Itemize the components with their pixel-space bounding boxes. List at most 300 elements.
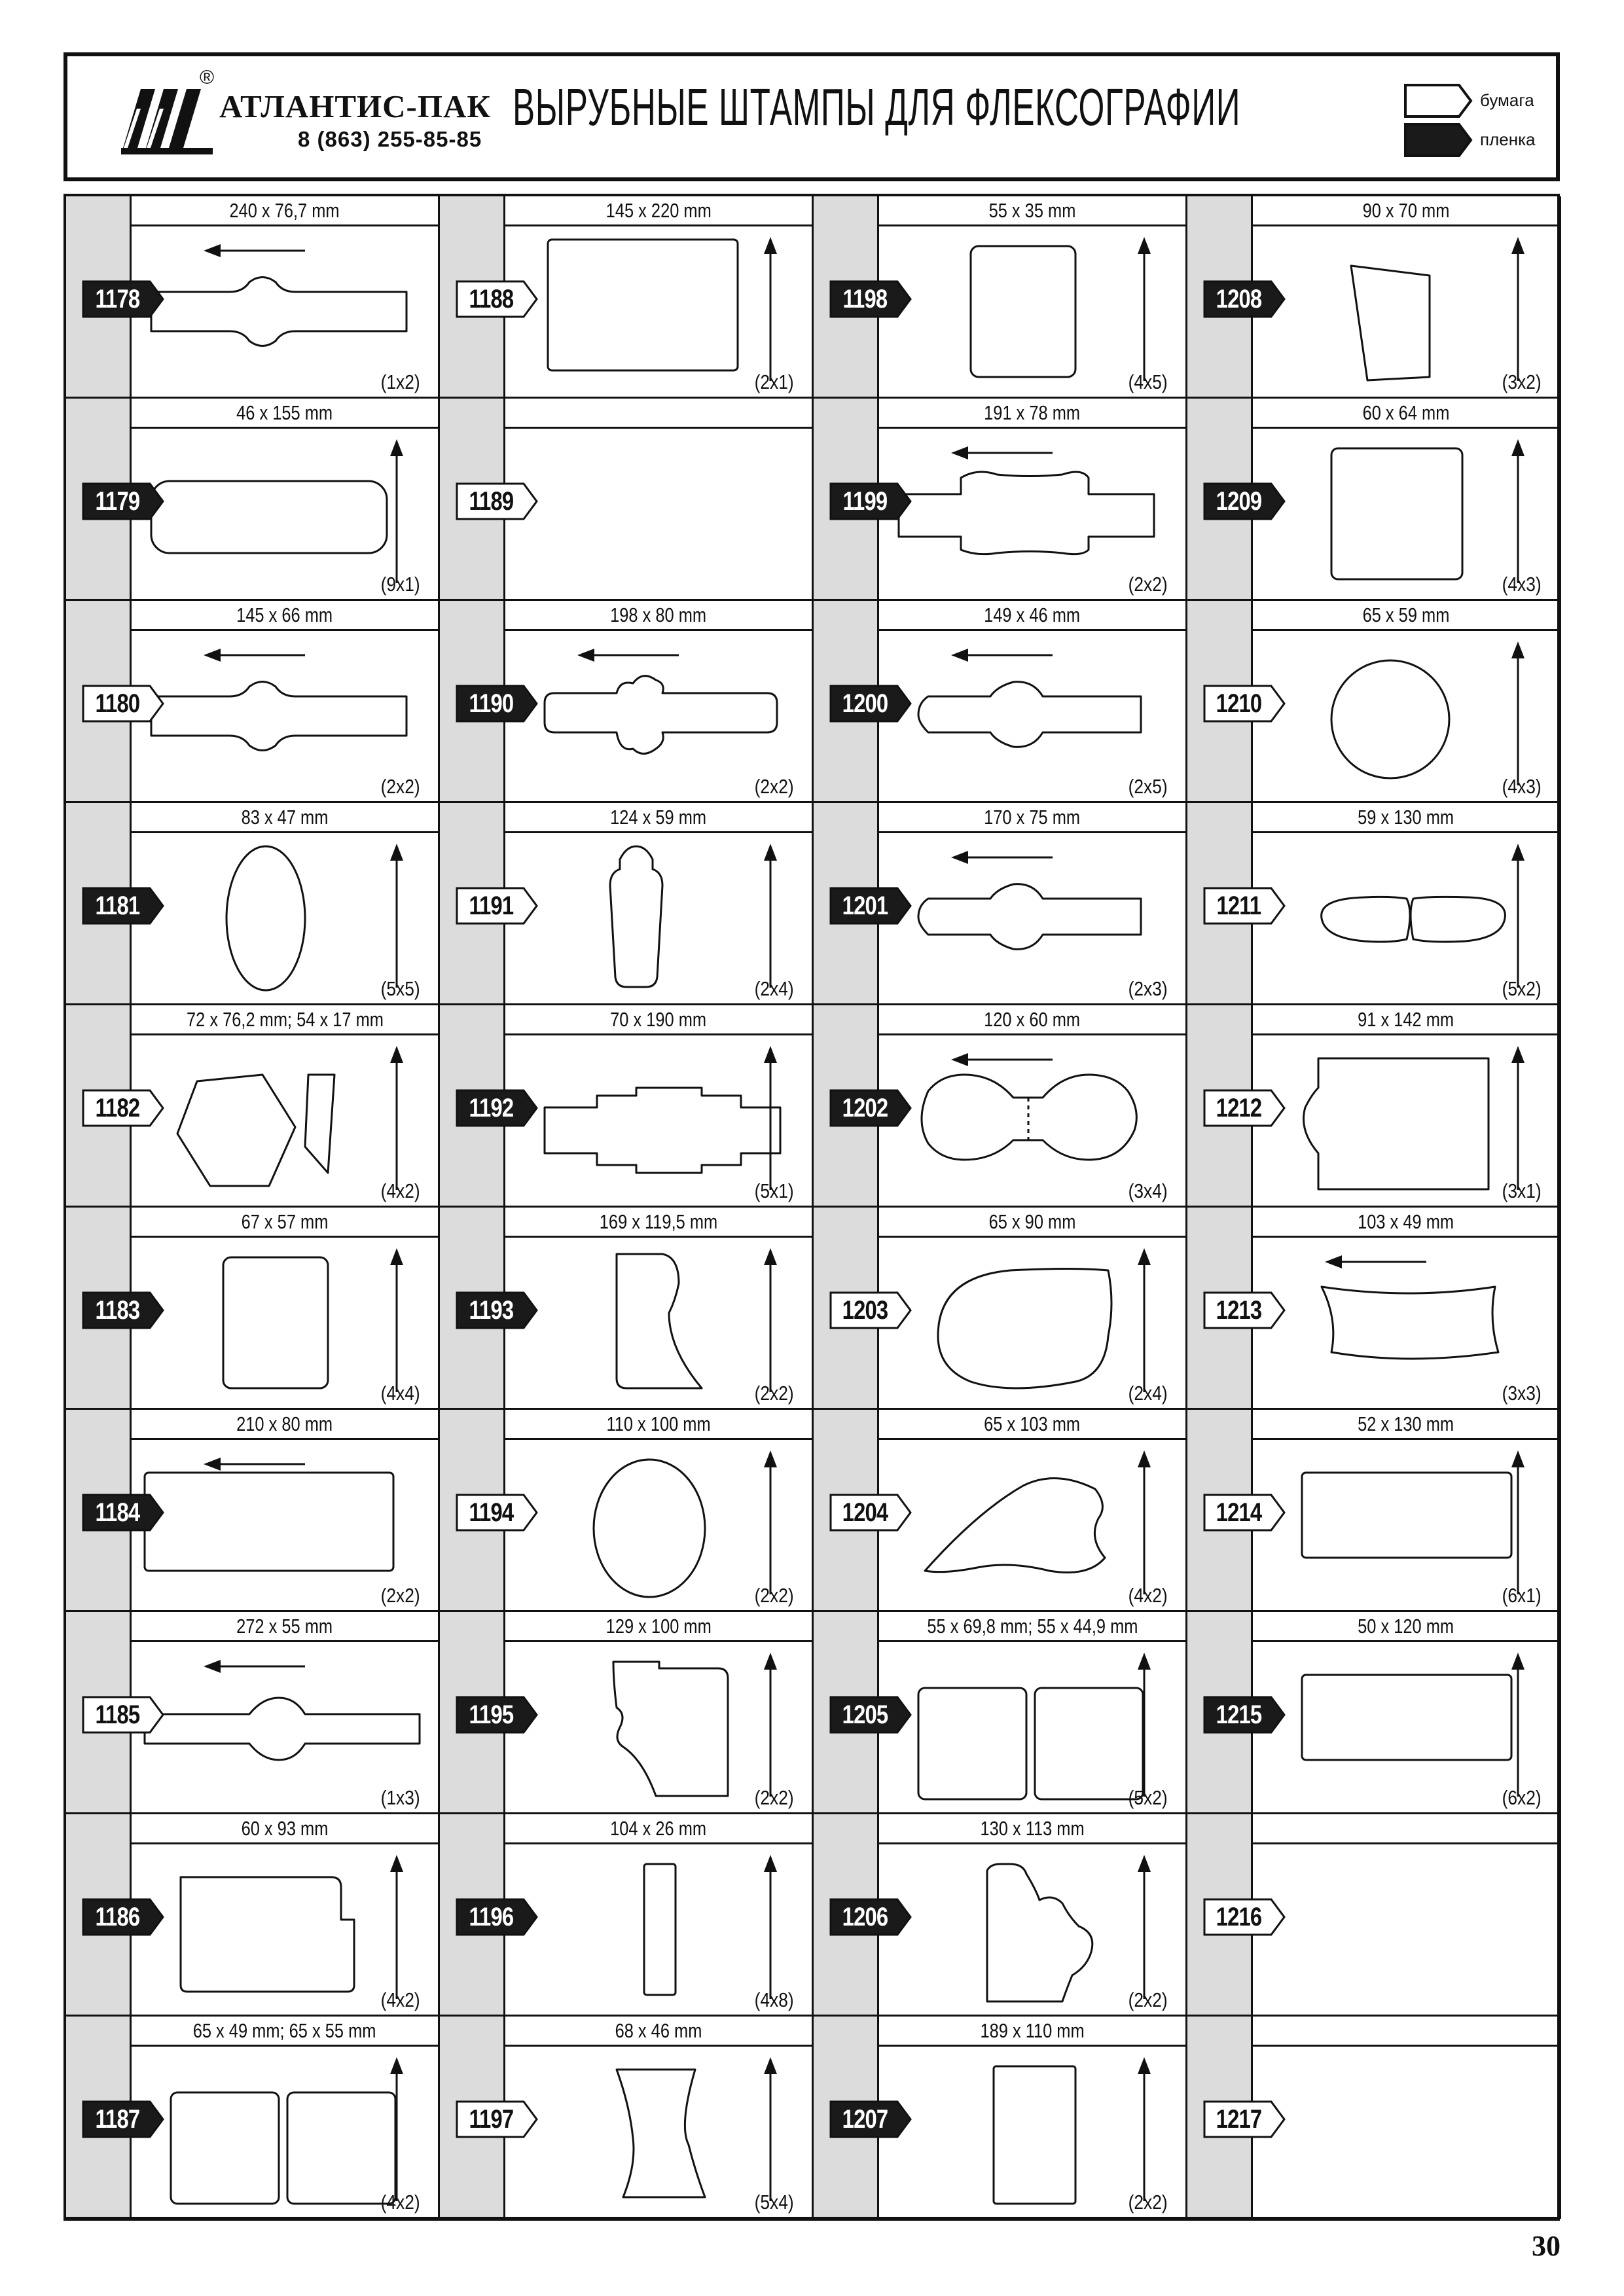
- die-number: 1215: [1216, 1700, 1261, 1729]
- die-layout-count: [748, 978, 794, 999]
- direction-left-arrow-icon: [1325, 1252, 1430, 1275]
- die-number: 1196: [469, 1903, 513, 1931]
- die-size-text: 169 x 119,5 mm: [599, 1210, 718, 1233]
- die-number: 1179: [95, 487, 139, 516]
- legend-badges: [1403, 81, 1475, 163]
- die-layout-count-text: (2x5): [1128, 775, 1168, 798]
- die-layout-count: [1121, 574, 1168, 594]
- die-cell: [814, 1005, 1187, 1208]
- die-layout-count: [374, 978, 420, 999]
- die-layout-count-text: (4x4): [380, 1382, 420, 1405]
- die-cell: [814, 1410, 1187, 1612]
- die-number: 1178: [95, 285, 139, 314]
- die-layout-count: [748, 372, 794, 392]
- die-size-text: 70 x 190 mm: [610, 1008, 707, 1031]
- die-layout-count-text: (2x2): [754, 775, 794, 798]
- die-size-text: 83 x 47 mm: [241, 806, 329, 829]
- die-size-label: [1251, 601, 1561, 631]
- die-layout-count: [1121, 1585, 1168, 1605]
- die-size-label: [130, 399, 440, 429]
- die-layout-count-text: (3x2): [1502, 370, 1542, 393]
- die-cell: [440, 1410, 814, 1612]
- film-die-badge: [1203, 280, 1286, 318]
- die-number: 1187: [95, 2105, 139, 2134]
- direction-up-arrow-icon: [761, 1046, 780, 1200]
- die-cell: [66, 1814, 440, 2017]
- paper-die-badge: [1203, 1494, 1286, 1532]
- die-cell: [66, 1208, 440, 1410]
- die-number: 1210: [1216, 689, 1261, 718]
- paper-die-badge: [1203, 1089, 1286, 1127]
- direction-left-arrow-icon: [951, 1050, 1056, 1073]
- die-size-text: 240 x 76,7 mm: [229, 199, 340, 222]
- paper-die-badge: [1203, 1898, 1286, 1936]
- die-cell: [1187, 1208, 1561, 1410]
- die-cell: [440, 803, 814, 1005]
- die-cell: [814, 196, 1187, 399]
- die-size-label: [877, 1410, 1187, 1440]
- die-size-text: 272 x 55 mm: [236, 1615, 333, 1638]
- die-size-text: 145 x 220 mm: [605, 199, 712, 222]
- die-layout-count: [374, 1585, 420, 1605]
- die-layout-count-text: (4x5): [1128, 370, 1168, 393]
- direction-left-arrow-icon: [951, 645, 1056, 668]
- die-layout-count-text: (5x4): [754, 2191, 794, 2214]
- die-size-label: [130, 1612, 440, 1642]
- die-cell: [66, 1005, 440, 1208]
- die-cell: [440, 1208, 814, 1410]
- die-number: 1213: [1216, 1296, 1261, 1325]
- die-number: 1200: [842, 689, 888, 718]
- die-number: 1180: [95, 689, 139, 718]
- die-size-label: [877, 1005, 1187, 1035]
- direction-up-arrow-icon: [387, 439, 406, 593]
- die-layout-count: [1495, 574, 1542, 594]
- die-size-text: 65 x 59 mm: [1362, 603, 1450, 626]
- die-size-label: [503, 1814, 814, 1844]
- die-layout-count: [374, 776, 420, 797]
- die-size-text: 72 x 76,2 mm; 54 x 17 mm: [186, 1008, 384, 1031]
- die-number: 1214: [1216, 1498, 1261, 1527]
- die-layout-count: [748, 1181, 794, 1201]
- die-layout-count-text: (6x2): [1502, 1786, 1542, 1809]
- direction-up-arrow-icon: [761, 1653, 780, 1806]
- direction-up-arrow-icon: [1134, 1248, 1154, 1402]
- paper-die-badge: [456, 887, 538, 925]
- paper-die-badge: [456, 2100, 538, 2138]
- die-size-text: 55 x 69,8 mm; 55 x 44,9 mm: [926, 1615, 1138, 1638]
- die-layout-count: [1121, 1181, 1168, 1201]
- die-cell: [814, 803, 1187, 1005]
- paper-die-badge: [456, 482, 538, 520]
- direction-left-arrow-icon: [204, 1454, 308, 1477]
- direction-up-arrow-icon: [1508, 641, 1528, 795]
- film-die-badge: [829, 2100, 912, 2138]
- direction-up-arrow-icon: [761, 237, 780, 391]
- film-die-badge: [456, 1089, 538, 1127]
- die-layout-count-text: (2x2): [754, 1786, 794, 1809]
- die-cell: [440, 2017, 814, 2219]
- registered-mark: ®: [200, 67, 215, 88]
- die-size-text: 149 x 46 mm: [984, 603, 1081, 626]
- film-die-badge: [456, 1696, 538, 1734]
- die-cell: [814, 2017, 1187, 2219]
- row-divider: [1187, 2217, 1561, 2219]
- die-size-label: [503, 196, 814, 226]
- film-die-badge: [829, 482, 912, 520]
- die-cell: [1187, 803, 1561, 1005]
- die-number: 1182: [95, 1094, 139, 1122]
- die-number: 1206: [842, 1903, 888, 1931]
- die-size-text: 68 x 46 mm: [615, 2019, 702, 2042]
- paper-die-badge: [456, 1494, 538, 1532]
- die-size-text: 130 x 113 mm: [980, 1817, 1085, 1840]
- die-layout-count: [748, 1383, 794, 1403]
- die-layout-count: [1495, 1181, 1542, 1201]
- direction-up-arrow-icon: [1508, 439, 1528, 593]
- direction-left-arrow-icon: [951, 848, 1056, 870]
- die-layout-count-text: (2x2): [380, 1584, 420, 1607]
- die-size-text: 60 x 93 mm: [241, 1817, 329, 1840]
- direction-up-arrow-icon: [387, 844, 406, 997]
- die-cell: [814, 1612, 1187, 1814]
- film-die-badge: [456, 685, 538, 723]
- die-cell: [1187, 1814, 1561, 2017]
- die-number: 1188: [469, 285, 513, 314]
- die-size-text: 129 x 100 mm: [605, 1615, 712, 1638]
- die-layout-count: [1121, 1383, 1168, 1403]
- die-size-label: [1251, 803, 1561, 833]
- film-die-badge: [829, 1089, 912, 1127]
- die-layout-count-text: (2x4): [1128, 1382, 1168, 1405]
- die-size-text: 65 x 103 mm: [984, 1412, 1081, 1435]
- die-size-text: 52 x 130 mm: [1358, 1412, 1454, 1435]
- die-number: 1185: [95, 1700, 139, 1729]
- die-cell: [814, 399, 1187, 601]
- paper-die-badge: [1203, 2100, 1286, 2138]
- die-number: 1205: [842, 1700, 888, 1729]
- paper-die-badge: [1203, 685, 1286, 723]
- die-size-text: 50 x 120 mm: [1358, 1615, 1454, 1638]
- die-size-label: [877, 2017, 1187, 2047]
- die-number: 1201: [842, 891, 888, 920]
- die-size-label: [503, 399, 814, 429]
- die-number: 1199: [842, 487, 887, 516]
- die-size-text: 191 x 78 mm: [984, 401, 1081, 424]
- die-size-label: [503, 1005, 814, 1035]
- die-layout-count-text: (2x2): [754, 1382, 794, 1405]
- die-cell: [1187, 1410, 1561, 1612]
- die-number: 1216: [1216, 1903, 1261, 1931]
- direction-up-arrow-icon: [1508, 1653, 1528, 1806]
- direction-up-arrow-icon: [1508, 237, 1528, 391]
- die-layout-count-text: (2x2): [1128, 1988, 1168, 2011]
- die-number: 1183: [95, 1296, 139, 1325]
- die-cell: [440, 1814, 814, 2017]
- die-cell: [66, 601, 440, 803]
- die-layout-count-text: (4x2): [380, 1988, 420, 2011]
- die-size-label: [503, 1410, 814, 1440]
- die-cell: [440, 196, 814, 399]
- die-layout-count: [1121, 776, 1168, 797]
- die-layout-count-text: (2x2): [380, 775, 420, 798]
- row-divider: [814, 2217, 1187, 2219]
- paper-die-badge: [1203, 887, 1286, 925]
- die-size-text: 124 x 59 mm: [610, 806, 707, 829]
- cell-drawing-area: [1251, 2017, 1561, 2219]
- die-size-label: [877, 196, 1187, 226]
- die-layout-count: [1495, 776, 1542, 797]
- die-number: 1203: [842, 1296, 888, 1325]
- die-number: 1181: [95, 891, 139, 920]
- die-layout-count-text: (4x2): [380, 1179, 420, 1202]
- die-cell: [66, 1612, 440, 1814]
- die-size-text: 90 x 70 mm: [1362, 199, 1450, 222]
- film-die-badge: [82, 1898, 164, 1936]
- die-size-text: 103 x 49 mm: [1358, 1210, 1454, 1233]
- die-cell: [1187, 601, 1561, 803]
- direction-up-arrow-icon: [761, 1855, 780, 2009]
- die-size-label: [503, 1208, 814, 1238]
- die-size-label: [877, 1814, 1187, 1844]
- die-number: 1207: [842, 2105, 888, 2134]
- film-die-badge: [1203, 482, 1286, 520]
- die-cell: [66, 803, 440, 1005]
- die-size-label: [1251, 399, 1561, 429]
- die-cell: [66, 196, 440, 399]
- die-layout-count: [1121, 2192, 1168, 2212]
- die-size-label: [1251, 196, 1561, 226]
- film-die-badge: [1203, 1696, 1286, 1734]
- die-layout-count-text: (6x1): [1502, 1584, 1542, 1607]
- paper-die-badge: [1203, 1291, 1286, 1329]
- die-number: 1197: [469, 2105, 513, 2134]
- die-layout-count: [1495, 1383, 1542, 1403]
- die-number: 1186: [95, 1903, 139, 1931]
- die-size-label: [130, 196, 440, 226]
- die-layout-count: [1121, 1787, 1168, 1808]
- direction-up-arrow-icon: [1134, 237, 1154, 391]
- die-number: 1211: [1216, 891, 1261, 920]
- die-layout-count-text: (5x1): [754, 1179, 794, 1202]
- die-catalog-grid: [63, 194, 1560, 2221]
- die-layout-count-text: (1x2): [380, 370, 420, 393]
- die-number: 1195: [469, 1700, 513, 1729]
- die-layout-count: [374, 1990, 420, 2010]
- die-layout-count: [374, 1383, 420, 1403]
- brand-name: АТЛАНТИС-ПАК: [219, 88, 491, 124]
- die-layout-count: [1121, 978, 1168, 999]
- die-size-text: 55 x 35 mm: [988, 199, 1076, 222]
- die-layout-count-text: (3x3): [1502, 1382, 1542, 1405]
- die-number: 1212: [1216, 1094, 1261, 1122]
- film-die-badge: [82, 482, 164, 520]
- die-size-label: [130, 1814, 440, 1844]
- die-size-text: 59 x 130 mm: [1358, 806, 1454, 829]
- die-cell: [440, 1612, 814, 1814]
- die-cell: [440, 601, 814, 803]
- direction-left-arrow-icon: [951, 443, 1056, 466]
- die-layout-count-text: (4x3): [1502, 775, 1542, 798]
- die-size-label: [503, 2017, 814, 2047]
- direction-up-arrow-icon: [1508, 844, 1528, 997]
- die-size-label: [130, 2017, 440, 2047]
- die-size-label: [1251, 1612, 1561, 1642]
- die-size-text: 145 x 66 mm: [236, 603, 333, 626]
- film-die-badge: [829, 887, 912, 925]
- film-die-badge: [456, 1898, 538, 1936]
- die-number: 1202: [842, 1094, 888, 1122]
- die-cell: [814, 1208, 1187, 1410]
- row-divider: [440, 2217, 814, 2219]
- die-size-label: [877, 601, 1187, 631]
- die-size-text: 46 x 155 mm: [236, 401, 333, 424]
- die-number: 1204: [842, 1498, 888, 1527]
- die-layout-count-text: (9x1): [380, 573, 420, 596]
- film-die-badge: [829, 1696, 912, 1734]
- die-cell: [1187, 1612, 1561, 1814]
- die-layout-count-text: (5x5): [380, 977, 420, 1000]
- page-number: 30: [1532, 2230, 1561, 2262]
- die-size-label: [503, 1612, 814, 1642]
- die-layout-count-text: (4x2): [1128, 1584, 1168, 1607]
- die-size-label: [877, 1208, 1187, 1238]
- die-layout-count: [374, 1181, 420, 1201]
- die-size-label: [1251, 1005, 1561, 1035]
- die-number: 1194: [469, 1498, 513, 1527]
- die-size-text: 91 x 142 mm: [1358, 1008, 1454, 1031]
- direction-up-arrow-icon: [1508, 1046, 1528, 1200]
- cell-drawing-area: [1251, 1814, 1561, 2017]
- direction-up-arrow-icon: [761, 844, 780, 997]
- die-number: 1189: [469, 487, 513, 516]
- die-size-text: 67 x 57 mm: [241, 1210, 329, 1233]
- direction-up-arrow-icon: [1508, 1450, 1528, 1604]
- die-cell: [440, 399, 814, 601]
- direction-left-arrow-icon: [204, 241, 308, 264]
- die-size-label: [503, 803, 814, 833]
- die-layout-count: [748, 1585, 794, 1605]
- die-number: 1192: [469, 1094, 513, 1122]
- die-size-text: 198 x 80 mm: [610, 603, 707, 626]
- material-legend: [1403, 81, 1547, 163]
- film-die-badge: [82, 280, 164, 318]
- die-number: 1191: [469, 891, 513, 920]
- paper-die-badge: [82, 1696, 164, 1734]
- die-size-text: 210 x 80 mm: [236, 1412, 333, 1435]
- die-size-text: 60 x 64 mm: [1362, 401, 1450, 424]
- film-die-badge: [82, 1291, 164, 1329]
- paper-die-badge: [82, 1089, 164, 1127]
- die-number: 1208: [1216, 285, 1261, 314]
- die-size-label: [877, 803, 1187, 833]
- die-size-label: [130, 1005, 440, 1035]
- die-layout-count-text: (3x1): [1502, 1179, 1542, 1202]
- die-layout-count-text: (2x1): [754, 370, 794, 393]
- die-size-label: [1251, 1208, 1561, 1238]
- die-layout-count: [1121, 372, 1168, 392]
- direction-up-arrow-icon: [1134, 2057, 1154, 2211]
- die-size-text: 104 x 26 mm: [610, 1817, 707, 1840]
- die-size-text: 65 x 90 mm: [988, 1210, 1076, 1233]
- film-die-badge: [82, 2100, 164, 2138]
- die-cell: [1187, 1005, 1561, 1208]
- die-layout-count: [1495, 978, 1542, 999]
- film-die-badge: [829, 1898, 912, 1936]
- cell-drawing-area: [503, 399, 814, 601]
- die-size-label: [1251, 2017, 1561, 2047]
- die-layout-count-text: (2x3): [1128, 977, 1168, 1000]
- die-size-label: [130, 601, 440, 631]
- die-layout-count-text: (2x4): [754, 977, 794, 1000]
- die-layout-count: [748, 1787, 794, 1808]
- die-layout-count: [748, 2192, 794, 2212]
- die-size-text: 65 x 49 mm; 65 x 55 mm: [193, 2019, 376, 2042]
- paper-die-badge: [829, 1494, 912, 1532]
- film-die-badge: [829, 280, 912, 318]
- die-cell: [66, 1410, 440, 1612]
- die-size-label: [877, 1612, 1187, 1642]
- direction-left-arrow-icon: [577, 645, 682, 668]
- direction-up-arrow-icon: [387, 1248, 406, 1402]
- die-size-text: 170 x 75 mm: [984, 806, 1081, 829]
- direction-left-arrow-icon: [204, 645, 308, 668]
- film-die-badge: [82, 1494, 164, 1532]
- die-layout-count-text: (4x8): [754, 1988, 794, 2011]
- die-layout-count-text: (2x2): [1128, 573, 1168, 596]
- die-layout-count: [1495, 372, 1542, 392]
- atlantis-pak-logo: [115, 82, 219, 161]
- paper-die-badge: [829, 1291, 912, 1329]
- page-title: ВЫРУБНЫЕ ШТАМПЫ ДЛЯ ФЛЕКСОГРАФИИ: [513, 78, 1241, 136]
- film-die-badge: [456, 1291, 538, 1329]
- die-layout-count: [374, 372, 420, 392]
- direction-up-arrow-icon: [1134, 1450, 1154, 1604]
- row-divider: [66, 2217, 440, 2219]
- die-layout-count-text: (5x2): [1502, 977, 1542, 1000]
- direction-up-arrow-icon: [387, 1046, 406, 1200]
- legend-paper-label: бумага: [1480, 90, 1534, 110]
- film-die-badge: [829, 685, 912, 723]
- legend-film-label: пленка: [1480, 130, 1536, 149]
- direction-up-arrow-icon: [1134, 1653, 1154, 1806]
- direction-up-arrow-icon: [1134, 1855, 1154, 2009]
- die-layout-count: [1495, 1585, 1542, 1605]
- die-number: 1190: [469, 689, 513, 718]
- die-layout-count: [374, 2192, 420, 2212]
- direction-up-arrow-icon: [387, 2057, 406, 2211]
- paper-die-badge: [456, 280, 538, 318]
- brand-phone: 8 (863) 255-85-85: [298, 127, 482, 151]
- die-layout-count: [374, 1787, 420, 1808]
- die-size-label: [877, 399, 1187, 429]
- film-die-badge: [82, 887, 164, 925]
- die-layout-count-text: (3x4): [1128, 1179, 1168, 1202]
- die-layout-count: [1121, 1990, 1168, 2010]
- paper-die-badge: [82, 685, 164, 723]
- direction-left-arrow-icon: [204, 1657, 308, 1679]
- die-cell: [1187, 399, 1561, 601]
- die-number: 1217: [1216, 2105, 1261, 2134]
- die-size-text: 120 x 60 mm: [984, 1008, 1081, 1031]
- die-size-label: [130, 1410, 440, 1440]
- die-number: 1209: [1216, 487, 1261, 516]
- die-number: 1198: [842, 285, 887, 314]
- die-layout-count-text: (2x2): [1128, 2191, 1168, 2214]
- die-layout-count-text: (5x2): [1128, 1786, 1168, 1809]
- direction-up-arrow-icon: [761, 1248, 780, 1402]
- die-number: 1193: [469, 1296, 513, 1325]
